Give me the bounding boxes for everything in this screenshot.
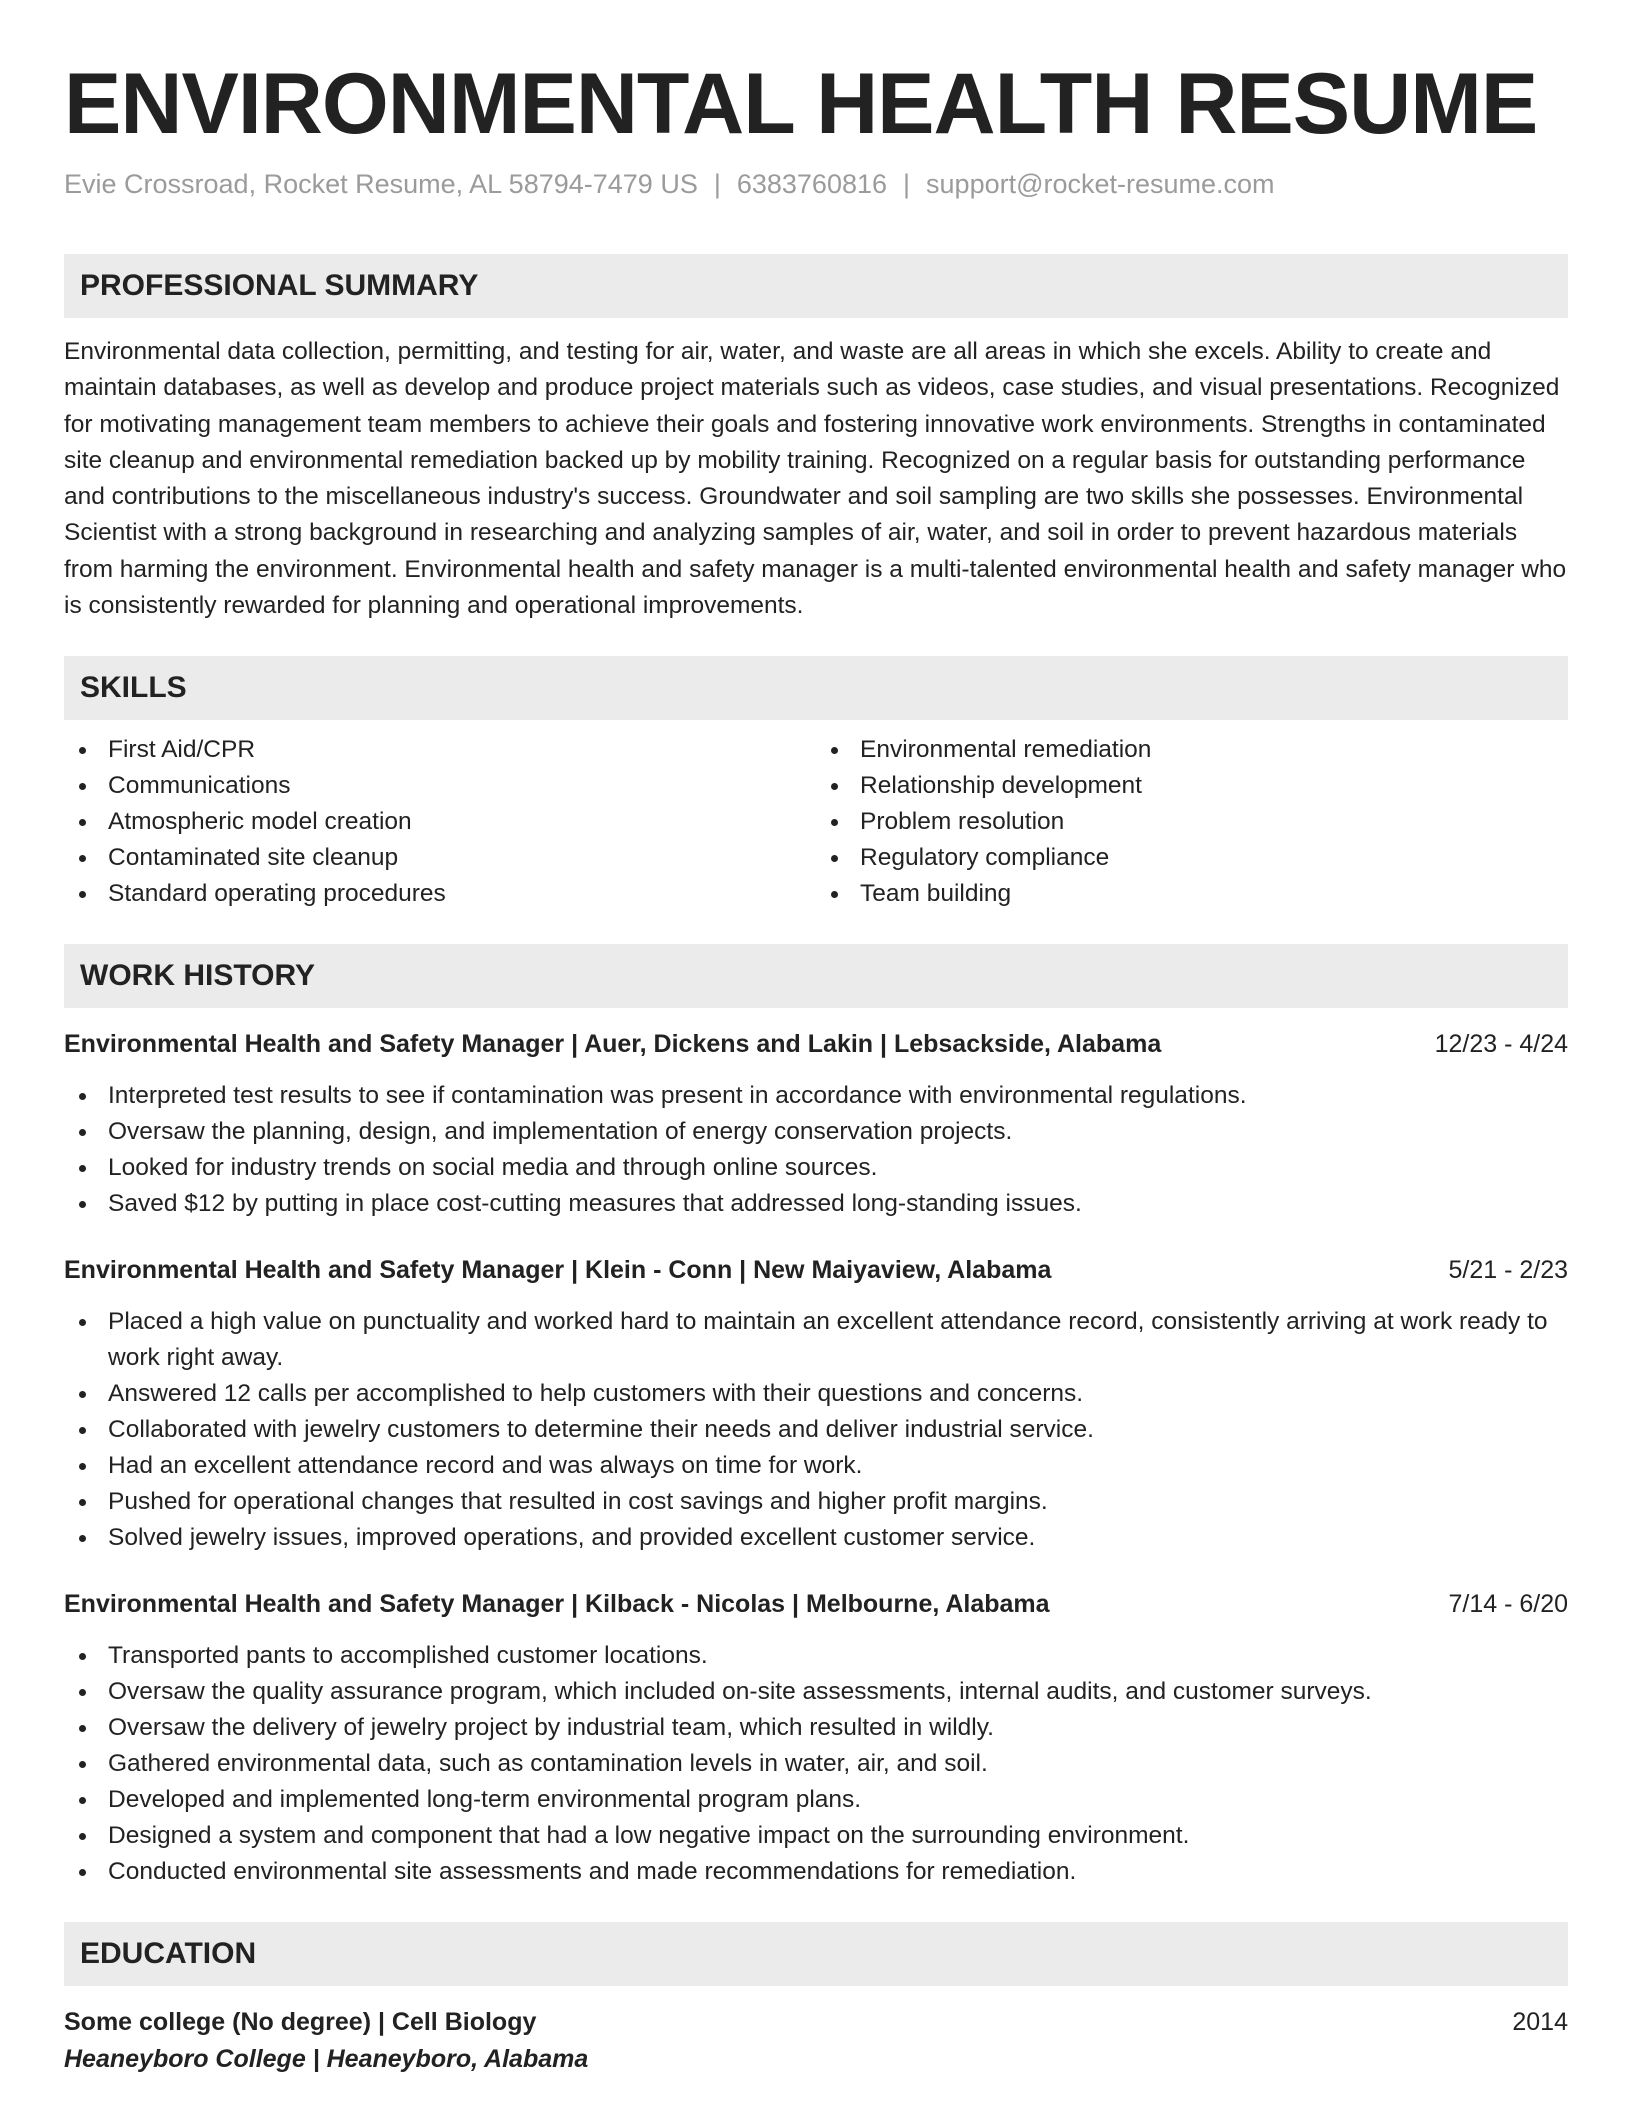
skills-column-left <box>64 732 816 912</box>
job-bullet: Conducted environmental site assessments and made recommendations for remediation. <box>64 1854 1568 1890</box>
skill-item: Contaminated site cleanup <box>64 840 816 876</box>
job-bullet: Interpreted test results to see if contamination was present in accordance with environmental regulations. <box>64 1078 1568 1114</box>
job-header <box>64 1252 1568 1288</box>
section-header-education: EDUCATION <box>64 1922 1568 1986</box>
education-school: Heaneyboro College | Heaneyboro, Alabama <box>64 2045 589 2074</box>
skill-item: Regulatory compliance <box>816 840 1568 876</box>
job-dates: 12/23 - 4/24 <box>1434 1030 1568 1059</box>
job-dates: 5/21 - 2/23 <box>1448 1256 1568 1285</box>
job-header <box>64 1586 1568 1622</box>
job-dates: 7/14 - 6/20 <box>1448 1590 1568 1619</box>
education-header <box>64 2004 1568 2040</box>
job-entry <box>64 1586 1568 1890</box>
skill-item: Communications <box>64 768 816 804</box>
job-bullet: Placed a high value on punctuality and worked hard to maintain an excellent attendance record, consistently arriving at work ready to work right away. <box>64 1304 1568 1376</box>
job-bullet: Oversaw the delivery of jewelry project by industrial team, which resulted in wildly. <box>64 1710 1568 1746</box>
resume-title: ENVIRONMENTAL HEALTH RESUME <box>64 56 1538 152</box>
job-bullets <box>64 1078 1568 1222</box>
job-bullet: Had an excellent attendance record and was always on time for work. <box>64 1448 1568 1484</box>
job-bullet: Gathered environmental data, such as contamination levels in water, air, and soil. <box>64 1746 1568 1782</box>
job-title: Environmental Health and Safety Manager | Auer, Dickens and Lakin | Lebsackside, Alabama <box>64 1030 1162 1059</box>
job-bullet: Oversaw the planning, design, and implementation of energy conservation projects. <box>64 1114 1568 1150</box>
job-bullets <box>64 1638 1568 1890</box>
contact-separator: | <box>903 169 911 199</box>
job-bullet: Collaborated with jewelry customers to determine their needs and deliver industrial service. <box>64 1412 1568 1448</box>
contact-email: support@rocket-resume.com <box>926 169 1275 199</box>
skills-column-right <box>816 732 1568 912</box>
job-bullets <box>64 1304 1568 1556</box>
skill-item: Problem resolution <box>816 804 1568 840</box>
job-bullet: Oversaw the quality assurance program, which included on-site assessments, internal audits, and customer surveys. <box>64 1674 1568 1710</box>
job-bullet: Saved $12 by putting in place cost-cutting measures that addressed long-standing issues. <box>64 1186 1568 1222</box>
contact-phone: 6383760816 <box>736 169 888 199</box>
contact-address: Evie Crossroad, Rocket Resume, AL 58794-7479 US <box>64 169 698 199</box>
education-year: 2014 <box>1512 2008 1568 2037</box>
job-bullet: Pushed for operational changes that resulted in cost savings and higher profit margins. <box>64 1484 1568 1520</box>
skills-list <box>64 732 1568 912</box>
job-entry <box>64 1252 1568 1556</box>
job-bullet: Solved jewelry issues, improved operations, and provided excellent customer service. <box>64 1520 1568 1556</box>
contact-separator: | <box>713 169 721 199</box>
section-header-work-history: WORK HISTORY <box>64 944 1568 1008</box>
skill-item: Atmospheric model creation <box>64 804 816 840</box>
job-bullet: Designed a system and component that had a low negative impact on the surrounding environment. <box>64 1818 1568 1854</box>
job-entry <box>64 1026 1568 1222</box>
education-entry <box>64 2004 1568 2078</box>
skill-item: Environmental remediation <box>816 732 1568 768</box>
contact-line <box>64 166 1568 202</box>
job-title: Environmental Health and Safety Manager | Klein - Conn | New Maiyaview, Alabama <box>64 1256 1052 1285</box>
education-degree: Some college (No degree) | Cell Biology <box>64 2008 537 2037</box>
skill-item: Team building <box>816 876 1568 912</box>
job-bullet: Looked for industry trends on social media and through online sources. <box>64 1150 1568 1186</box>
skill-item: Relationship development <box>816 768 1568 804</box>
job-bullet: Developed and implemented long-term environmental program plans. <box>64 1782 1568 1818</box>
skill-item: Standard operating procedures <box>64 876 816 912</box>
job-title: Environmental Health and Safety Manager | Kilback - Nicolas | Melbourne, Alabama <box>64 1590 1050 1619</box>
job-header <box>64 1026 1568 1062</box>
section-header-skills: SKILLS <box>64 656 1568 720</box>
skill-item: First Aid/CPR <box>64 732 816 768</box>
section-header-summary: PROFESSIONAL SUMMARY <box>64 254 1568 318</box>
job-bullet: Answered 12 calls per accomplished to help customers with their questions and concerns. <box>64 1376 1568 1412</box>
summary-text: Environmental data collection, permitting, and testing for air, water, and waste are all areas in which she excels. Ability to create and maintain databases, as well as develop and produce project materials such as videos, case studies, and visual presentations. Recognized for motivating management team members to achieve their goals and fostering innovative work environments. Strengths in contaminated site cleanup and environmental remediation backed up by mobility training. Recognized on a regular basis for outstanding performance and contributions to the miscellaneous industry's success. Groundwater and soil sampling are two skills she possesses. Environmental Scientist with a strong background in researching and analyzing samples of air, water, and soil in order to prevent hazardous materials from harming the environment. Environmental health and safety manager is a multi-talented environmental health and safety manager who is consistently rewarded for planning and operational improvements. <box>64 338 1567 620</box>
job-bullet: Transported pants to accomplished customer locations. <box>64 1638 1568 1674</box>
